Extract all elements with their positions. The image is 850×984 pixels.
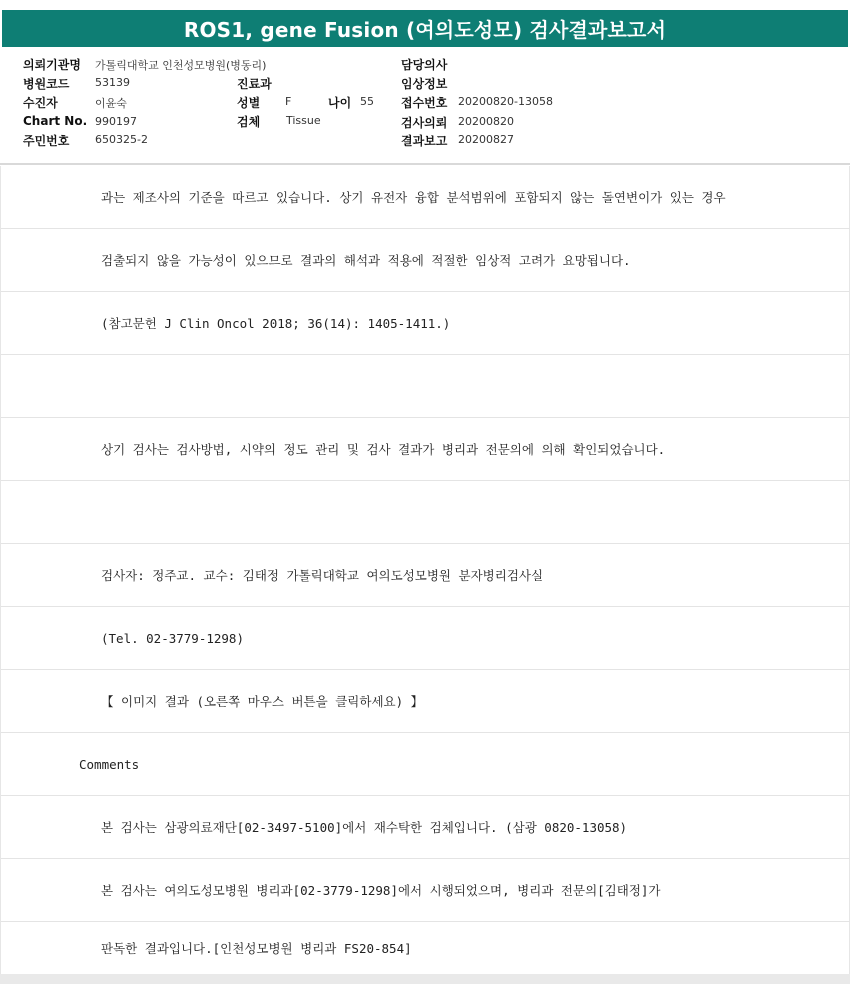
report-line-text: 검출되지 않을 가능성이 있으므로 결과의 해석과 적용에 적절한 임상적 고려가 요망됩니다.	[101, 253, 631, 268]
resident-number-value: 650325-2	[95, 133, 148, 146]
patient-name-value: 이윤숙	[95, 97, 127, 110]
clinical-info-label: 임상정보	[401, 77, 448, 91]
hospital-code-value: 53139	[95, 76, 130, 89]
requesting-institution-value: 가톨릭대학교 인천성모병원(병동리)	[95, 59, 267, 72]
age-label: 나이	[328, 96, 352, 110]
hospital-code-label: 병원코드	[23, 77, 70, 91]
request-date-label: 검사의뢰	[401, 116, 448, 130]
specimen-value: Tissue	[286, 114, 321, 127]
resident-number-label: 주민번호	[23, 134, 70, 148]
sex-label: 성별	[237, 96, 261, 110]
report-date-value: 20200827	[458, 133, 514, 146]
age-value: 55	[360, 95, 374, 108]
bottom-band	[0, 974, 850, 984]
request-date-value: 20200820	[458, 115, 514, 128]
header-divider	[0, 163, 850, 165]
report-line	[1, 544, 850, 607]
title-bar	[0, 0, 850, 58]
comments-line	[1, 733, 850, 796]
report-line-text: (Tel. 02-3779-1298)	[101, 630, 244, 646]
report-line	[1, 229, 850, 292]
report-line	[1, 796, 850, 859]
receipt-number-label: 접수번호	[401, 96, 448, 110]
report-line-text: 상기 검사는 검사방법, 시약의 정도 관리 및 검사 결과가 병리과 전문의에 의해 확인되었습니다.	[101, 442, 666, 457]
report-line	[1, 670, 850, 733]
chart-no-label: Chart No.	[23, 114, 88, 128]
report-line	[1, 922, 850, 974]
report-line-text: 과는 제조사의 기준을 따르고 있습니다. 상기 유전자 융합 분석범위에 포함되지 않는 돌연변이가 있는 경우	[101, 190, 726, 205]
report-line-text: 검사자: 정주교. 교수: 김태정 가톨릭대학교 여의도성모병원 분자병리검사실	[101, 568, 544, 583]
chart-no-value: 990197	[95, 115, 137, 128]
report-line-text: (참고문헌 J Clin Oncol 2018; 36(14): 1405-1411.)	[101, 316, 451, 331]
patient-name-label: 수진자	[23, 96, 58, 110]
report-line-text: 본 검사는 여의도성모병원 병리과[02-3779-1298]에서 시행되었으며, 병리과 전문의[김태정]가	[101, 883, 661, 898]
report-line	[1, 859, 850, 922]
report-line-text: 【 이미지 결과 (오른쪽 마우스 버튼을 클릭하세요) 】	[101, 694, 424, 709]
report-line	[1, 292, 850, 355]
receipt-number-value: 20200820-13058	[458, 95, 553, 108]
specimen-label: 검체	[237, 115, 261, 129]
report-line-text: 판독한 결과입니다.[인천성모병원 병리과 FS20-854]	[101, 941, 412, 956]
patient-info-panel	[0, 52, 850, 165]
report-line	[1, 607, 850, 670]
report-date-label: 결과보고	[401, 134, 448, 148]
report-line-text: 본 검사는 삼광의료재단[02-3497-5100]에서 재수탁한 검체입니다. (삼광 0820-13058)	[101, 820, 628, 835]
report-line	[1, 355, 850, 418]
report-title: ROS1, gene Fusion (여의도성모) 검사결과보고서	[2, 10, 848, 47]
report-line	[1, 418, 850, 481]
requesting-institution-label: 의뢰기관명	[23, 58, 81, 72]
department-label: 진료과	[237, 77, 272, 91]
report-line	[1, 166, 850, 229]
report-body	[0, 166, 850, 974]
report-line	[1, 481, 850, 544]
attending-doctor-label: 담당의사	[401, 58, 448, 72]
sex-value: F	[285, 95, 292, 108]
comments-heading: Comments	[79, 756, 140, 772]
